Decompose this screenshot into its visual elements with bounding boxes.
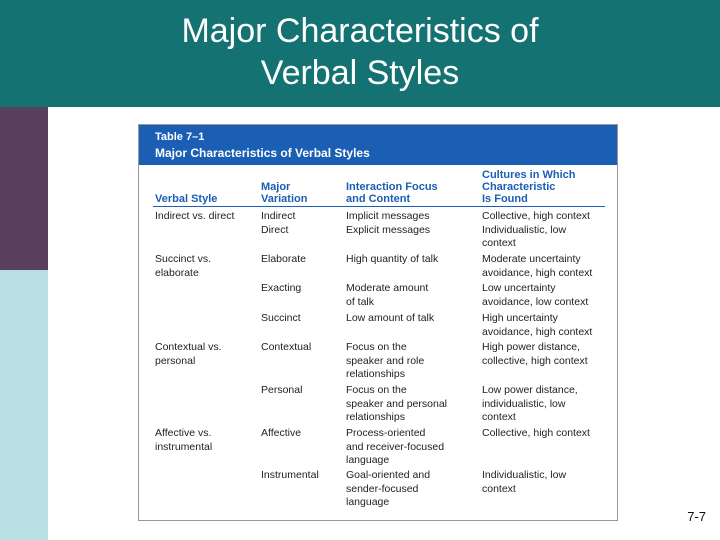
header-cultures: Cultures in Which Characteristic Is Found — [482, 169, 576, 205]
row-1-focus: Implicit messages Explicit messages — [346, 210, 431, 236]
row-4-cultures: High uncertainty avoidance, high context — [482, 312, 593, 338]
header-interaction-focus: Interaction Focus and Content — [346, 181, 438, 205]
row-2-focus: High quantity of talk — [346, 253, 439, 265]
table-number: Table 7–1 — [155, 131, 205, 143]
row-5-cultures: High power distance, collective, high context — [482, 341, 588, 367]
row-8-variation: Instrumental — [261, 469, 319, 481]
row-7-style: Affective vs. instrumental — [155, 427, 213, 453]
row-1-cultures: Collective, high context Individualistic, low context — [482, 210, 590, 249]
row-4-variation: Succinct — [261, 312, 301, 324]
row-3-variation: Exacting — [261, 282, 302, 294]
row-1-variation: Indirect Direct — [261, 210, 296, 236]
slide-title-line-1: Major Characteristics of — [181, 12, 539, 50]
header-major-variation: Major Variation — [261, 181, 308, 205]
row-5-variation: Contextual — [261, 341, 312, 353]
page-number: 7-7 — [687, 509, 706, 524]
row-5-style: Contextual vs. personal — [155, 341, 222, 367]
row-2-style: Succinct vs. elaborate — [155, 253, 212, 279]
slide-title — [0, 10, 720, 94]
row-7-variation: Affective — [261, 427, 302, 439]
table-panel — [138, 124, 618, 521]
row-8-focus: Goal-oriented and sender-focused language — [346, 469, 431, 508]
header-rule — [153, 206, 605, 207]
title-bar — [0, 0, 720, 107]
row-7-cultures: Collective, high context — [482, 427, 590, 439]
row-2-variation: Elaborate — [261, 253, 306, 265]
left-accent-bar-top — [0, 107, 48, 270]
slide-title-line-2: Verbal Styles — [260, 54, 460, 92]
row-6-focus: Focus on the speaker and personal relationships — [346, 384, 447, 423]
row-7-focus: Process-oriented and receiver-focused language — [346, 427, 445, 466]
row-6-variation: Personal — [261, 384, 303, 396]
row-6-cultures: Low power distance, individualistic, low context — [482, 384, 578, 423]
row-2-cultures: Moderate uncertainty avoidance, high context — [482, 253, 593, 279]
row-3-cultures: Low uncertainty avoidance, low context — [482, 282, 589, 308]
left-accent-bar-bottom — [0, 270, 48, 540]
header-verbal-style: Verbal Style — [155, 193, 218, 205]
row-5-focus: Focus on the speaker and role relationships — [346, 341, 425, 380]
table-header — [139, 125, 617, 165]
table-title: Major Characteristics of Verbal Styles — [155, 146, 370, 160]
row-4-focus: Low amount of talk — [346, 312, 435, 324]
row-3-focus: Moderate amount of talk — [346, 282, 429, 308]
row-8-cultures: Individualistic, low context — [482, 469, 567, 495]
row-1-style: Indirect vs. direct — [155, 210, 235, 222]
